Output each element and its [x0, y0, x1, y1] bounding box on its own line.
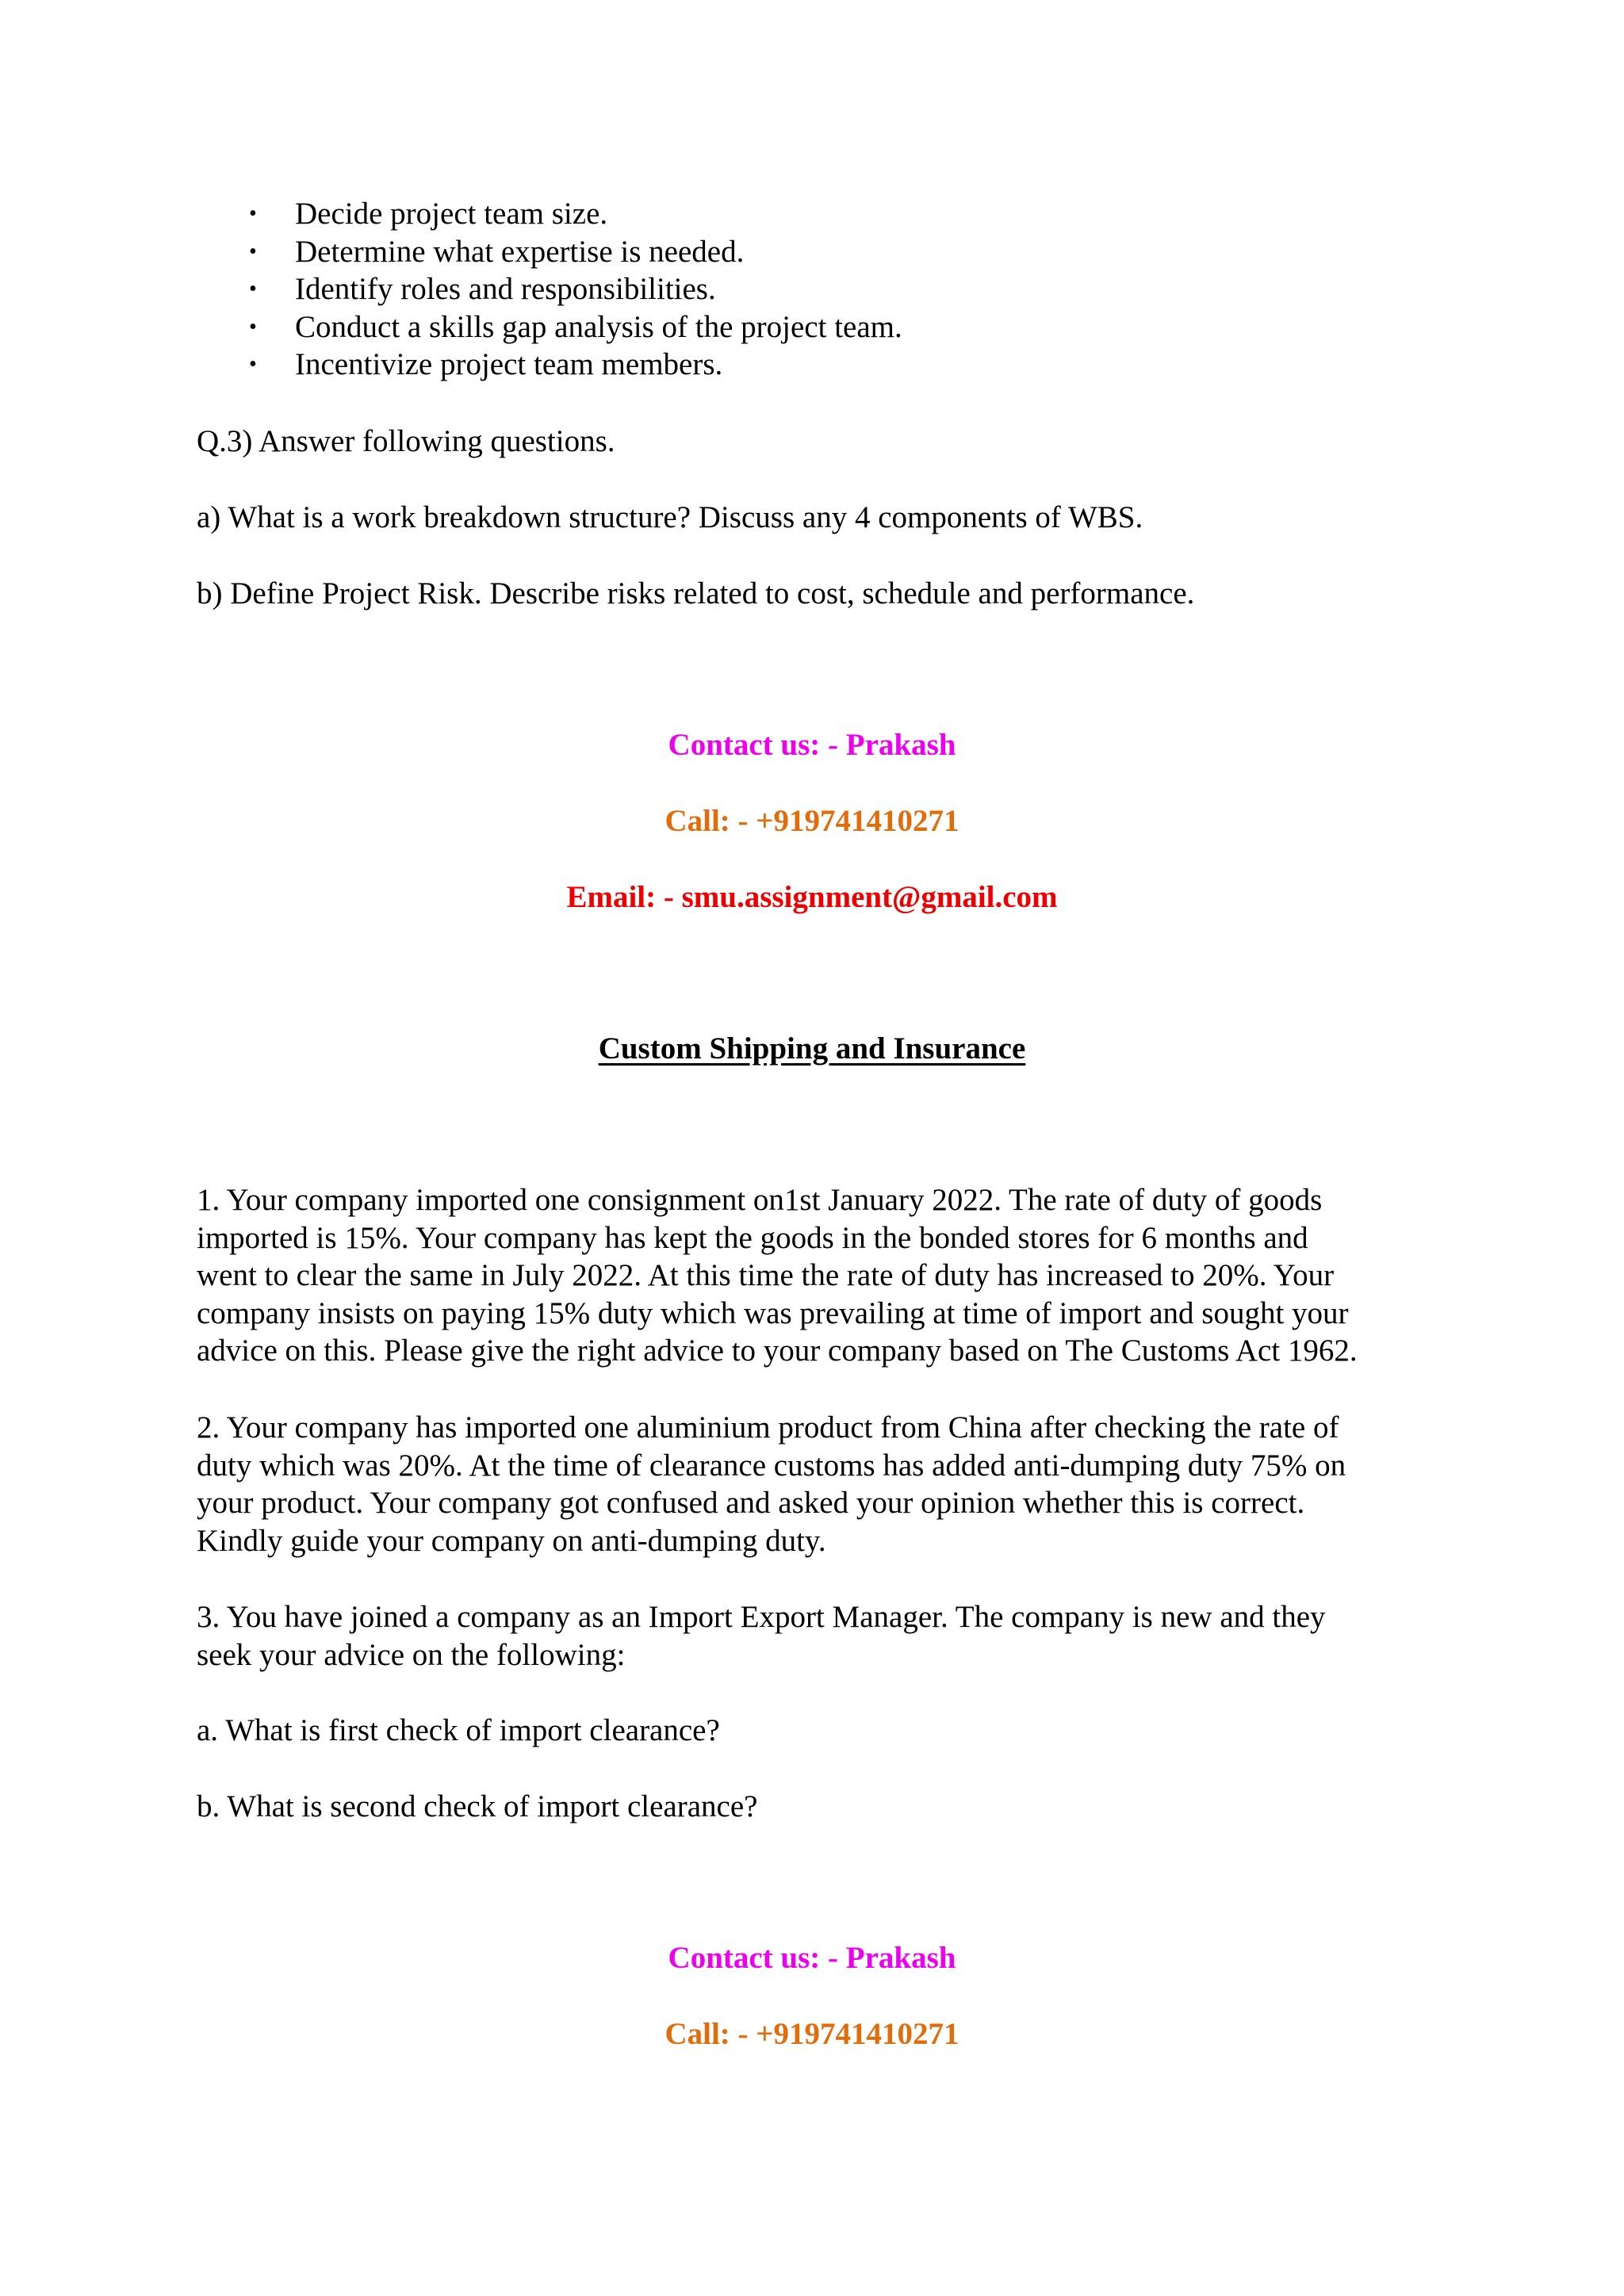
contact-email: Email: - smu.assignment@gmail.com — [566, 880, 1058, 914]
bullet-icon: • — [249, 314, 257, 339]
question-1 — [197, 1181, 1450, 1370]
contact-phone: Call: - +919741410271 — [665, 2017, 959, 2051]
contact-name: Contact us: - Prakash — [668, 1941, 956, 1975]
question-line: 3. You have joined a company as an Import Export Manager. The company is new and they — [197, 1600, 1326, 1634]
question-line: duty which was 20%. At the time of clearance customs has added anti-dumping duty 75% on — [197, 1448, 1346, 1483]
bullet-text: Conduct a skills gap analysis of the project team. — [295, 309, 902, 344]
question-line: imported is 15%. Your company has kept the goods in the bonded stores for 6 months and — [197, 1220, 1308, 1255]
q3-part-b: b) Define Project Risk. Describe risks related to cost, schedule and performance. — [197, 576, 1195, 610]
question-3 — [197, 1598, 1450, 1674]
bullet-icon: • — [249, 239, 257, 264]
bullet-icon: • — [249, 201, 257, 226]
bullet-text: Incentivize project team members. — [295, 347, 723, 381]
question-line: seek your advice on the following: — [197, 1637, 626, 1672]
bullet-icon: • — [249, 352, 257, 377]
section-title: Custom Shipping and Insurance — [598, 1031, 1026, 1066]
bullet-icon: • — [249, 277, 257, 301]
bullet-text: Determine what expertise is needed. — [295, 234, 745, 269]
question-2 — [197, 1409, 1450, 1559]
bullet-text: Identify roles and responsibilities. — [295, 272, 716, 306]
question-line: 1. Your company imported one consignment on1st January 2022. The rate of duty of goods — [197, 1183, 1323, 1217]
question-line: company insists on paying 15% duty which was prevailing at time of import and sought your — [197, 1295, 1349, 1330]
question-line: went to clear the same in July 2022. At this time the rate of duty has increased to 20%. Your — [197, 1258, 1335, 1292]
question-line: Kindly guide your company on anti-dumping duty. — [197, 1523, 826, 1558]
contact-phone: Call: - +919741410271 — [665, 804, 959, 838]
q3-heading: Q.3) Answer following questions. — [197, 424, 615, 458]
contact-name: Contact us: - Prakash — [668, 728, 956, 762]
question-line: 2. Your company has imported one aluminium product from China after checking the rate of — [197, 1410, 1339, 1445]
question-3-part-a: a. What is first check of import clearance? — [197, 1713, 720, 1747]
question-3-part-b: b. What is second check of import clearance? — [197, 1789, 758, 1823]
question-line: advice on this. Please give the right advice to your company based on The Customs Act 1962. — [197, 1334, 1358, 1368]
question-line: your product. Your company got confused and asked your opinion whether this is correct. — [197, 1486, 1305, 1520]
bullet-text: Decide project team size. — [295, 197, 608, 231]
q3-part-a: a) What is a work breakdown structure? Discuss any 4 components of WBS. — [197, 500, 1143, 534]
